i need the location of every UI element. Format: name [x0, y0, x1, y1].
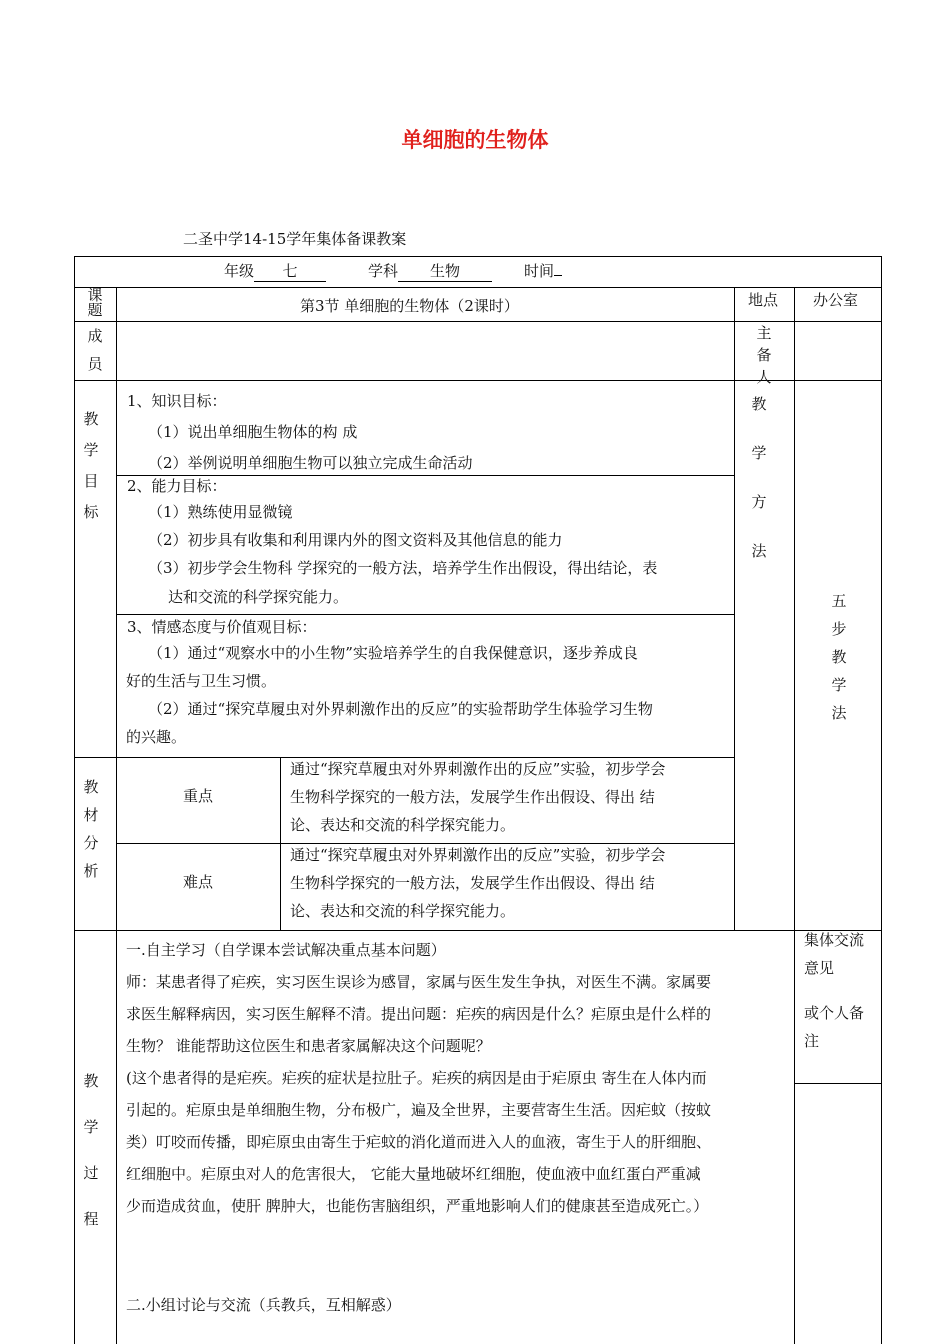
knowledge-item: （2）举例说明单细胞生物可以独立完成生命活动 [148, 454, 473, 472]
side-note-line: 注 [804, 1032, 820, 1050]
analysis-label: 教 材 分 析 [83, 778, 99, 880]
grade-field [224, 261, 326, 282]
place-value: 办公室 [813, 291, 859, 309]
topic-value: 第3节 单细胞的生物体（2课时） [300, 297, 519, 315]
lead-label: 主 备 人 [756, 324, 772, 386]
section1-line: 师：某患者得了疟疾，实习医生误诊为感冒，家属与医生发生争执，对医生不满。家属要 [126, 973, 712, 991]
section2-heading: 二.小组讨论与交流（兵教兵，互相解惑） [126, 1296, 401, 1314]
ability-item: （1）熟练使用显微镜 [148, 503, 293, 521]
section1-line: 引起的。疟原虫是单细胞生物，分布极广，遍及全世界，主要营寄生生活。因疟蚊（按蚊 [126, 1101, 712, 1119]
place-label: 地点 [748, 291, 779, 309]
emotion-line: 的兴趣。 [126, 728, 187, 746]
time-label: 时间 [524, 262, 555, 280]
subject-value: 生物 [398, 261, 492, 282]
time-field [524, 261, 562, 281]
table-border [794, 287, 795, 1344]
difficult-line: 论、表达和交流的科学探究能力。 [290, 902, 516, 920]
ability-item: 达和交流的科学探究能力。 [168, 588, 349, 606]
emotion-line: （2）通过“探究草履虫对外界刺激作出的反应”的实验帮助学生体验学习生物 [148, 700, 653, 718]
grade-value: 七 [254, 261, 326, 282]
difficult-line: 通过“探究草履虫对外界刺激作出的反应”实验，初步学会 [290, 846, 666, 864]
side-note-line: 集体交流 [804, 931, 865, 949]
section1-line: 类）叮咬而传播，即疟原虫由寄生于疟蚊的消化道而进入人的血液，寄生于人的肝细胞、 [126, 1133, 712, 1151]
key-line: 通过“探究草履虫对外界刺激作出的反应”实验，初步学会 [290, 760, 666, 778]
table-border [74, 256, 75, 1344]
section1-line: 少而造成贫血，使肝 脾肿大，也能伤害脑组织，严重地影响人们的健康甚至造成死亡。） [126, 1197, 709, 1215]
table-border [74, 287, 882, 288]
ability-item: （3）初步学会生物科 学探究的一般方法，培养学生作出假设，得出结论，表 [148, 559, 658, 577]
section1-line: (这个患者得的是疟疾。疟疾的症状是拉肚子。疟疾的病因是由于疟原虫 寄生在人体内而 [126, 1069, 707, 1087]
section1-line: 生物？ 谁能帮助这位医生和患者家属解决这个问题呢？ [126, 1037, 491, 1055]
emotion-line: 好的生活与卫生习惯。 [126, 672, 277, 690]
key-line: 生物科学探究的一般方法，发展学生作出假设、得出 结 [290, 788, 655, 806]
school-line: 二圣中学14-15学年集体备课教案 [183, 230, 407, 248]
table-border [74, 256, 882, 257]
method-value: 五 步 教 学 法 [831, 592, 847, 722]
section1-heading: 一.自主学习（自学课本尝试解决重点基本问题） [126, 941, 446, 959]
difficult-line: 生物科学探究的一般方法，发展学生作出假设、得出 结 [290, 874, 655, 892]
objectives-label: 教 学 目 标 [83, 410, 99, 521]
section1-line: 求医生解释病因，实习医生解释不清。提出问题：疟疾的病因是什么？疟原虫是什么样的 [126, 1005, 712, 1023]
table-border [280, 757, 281, 930]
section1-line: 红细胞中。疟原虫对人的危害很大， 它能大量地破坏红细胞，使血液中血红蛋白严重减 [126, 1165, 701, 1183]
table-border [116, 614, 734, 615]
key-label: 重点 [183, 787, 214, 805]
ability-item: （2）初步具有收集和利用课内外的图文资料及其他信息的能力 [148, 531, 563, 549]
difficult-label: 难点 [183, 873, 214, 891]
method-label: 教 学 方 法 [751, 395, 767, 560]
knowledge-item: （1）说出单细胞生物体的构 成 [148, 423, 358, 441]
document-title: 单细胞的生物体 [401, 128, 549, 152]
table-border [74, 757, 734, 758]
knowledge-heading: 1、知识目标： [127, 392, 227, 410]
table-border [794, 1083, 882, 1084]
key-line: 论、表达和交流的科学探究能力。 [290, 816, 516, 834]
table-border [116, 843, 734, 844]
grade-label: 年级 [224, 262, 255, 280]
ability-heading: 2、能力目标： [127, 477, 227, 495]
table-border [116, 287, 117, 1344]
process-label: 教 学 过 程 [83, 1072, 99, 1228]
topic-label: 课 题 [87, 286, 103, 319]
subject-label: 学科 [368, 262, 399, 280]
table-border [74, 930, 882, 931]
emotion-line: （1）通过“观察水中的小生物”实验培养学生的自我保健意识，逐步养成良 [148, 644, 638, 662]
members-label: 成 员 [87, 327, 103, 373]
table-border [881, 256, 882, 1344]
side-note-line: 意见 [804, 959, 835, 977]
table-border [734, 287, 735, 930]
subject-field [368, 261, 492, 282]
side-note-line: 或个人备 [804, 1004, 865, 1022]
emotion-heading: 3、情感态度与价值观目标： [127, 618, 317, 636]
